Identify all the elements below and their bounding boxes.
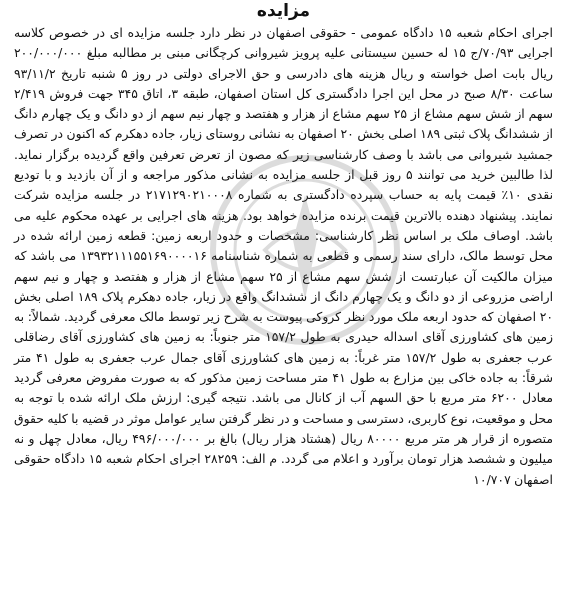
notice-paragraph: اجرای احکام شعبه ۱۵ دادگاه عمومی - حقوقی اصفهان در نظر دارد جلسه مزایده ای در خصوص کلاسه اجرایی ۷۰/۹۳/ج ۱۵ له حسین سیستانی علیه پرویز شیروانی کرچگانی مبنی بر مطالبه مبلغ ۲۰۰/۰۰۰/۰۰۰ ریال بابت اصل خواسته و ریال هزینه های دادرسی و حق الاجرای دولتی در روز ۵ شنبه تاریخ ۹۳/۱۱/۲ ساعت ۸/۳۰ صبح در محل این اجرا دادگستری کل استان اصفهان، طبقه ۳، اتاق ۳۴۵ جهت فروش ۲/۴۱۹ سهم از شش سهم مشاع از ۲۵ سهم مشاع از هزار و هفتصد و چهار نیم سهم از دو دانگ و یک چهارم دانگ از ششدانگ پلاک ثبتی ۱۸۹ اصلی بخش ۲۰ اصفهان به نشانی روستای زیار، جاده دهکرم که اکنون در تصرف جمشید شیروانی می باشد با وصف کارشناسی زیر که مصون از تعرض تعرفین واقع گردیده برگزار نماید. لذا طالبین خرید می توانند ۵ روز قبل از جلسه مزایده به نشانی مذکور مراجعه و از آن بازدید و با تودیع نقدی ۱۰٪ قیمت پایه به حساب سپرده دادگستری به شماره ۲۱۷۱۲۹۰۲۱۰۰۰۸ در جلسه مزایده شرکت نمایند. پیشنهاد دهنده بالاترین قیمت برنده مزایده خواهد بود. هزینه های اجرایی بر عهده محکوم علیه می باشد. — [14, 25, 554, 243]
notice-title: مزایده — [256, 1, 311, 21]
notice-body — [14, 23, 553, 490]
notice-paragraph: اوصاف ملک بر اساس نظر کارشناسی: مشخصات و حدود اربعه زمین: قطعه زمین ارائه شده در محل توسط مالک، دارای سند رسمی و قطعی به شماره شناسنامه ۱۳۹۳۲۱۱۱۵۵۱۶۹۰۰۰۰۱۶ می باشد که میزان مالکیت آن عبارتست از شش سهم مشاع از ۲۵ سهم مشاع از هزار و هفتصد و چهار و نیم سهم اراضی مزروعی از دو دانگ و یک چهارم دانگ از ششدانگ واقع در زیار، جاده دهکرم پلاک ۱۸۹ اصلی بخش ۲۰ اصفهان که حدود اربعه ملک مورد نظر کروکی پیوست به شرح زیر توسط مالک معرفی گردید. شمالاً: به زمین های کشاورزی آقای اسداله حیدری به طول ۱۵۷/۲ متر جنوباً: به زمین های کشاورزی آقای رضاقلی عرب جعفری به طول ۱۵۷/۲ متر غرباً: به زمین های کشاورزی آقای جمال عرب جعفری به طول ۴۱ متر شرقاً: به جاده خاکی بین مزارع به طول ۴۱ متر مساحت زمین مذکور که به صورت مفروض معرفی گردید معادل ۶۲۰۰ متر مربع با حق السهم آب از کانال می باشد. نتیجه گیری: ارزش ملک ارائه شده با توجه به محل و موقعیت، نوع کاربری، دسترسی و مساحت و در نظر گرفتن سایر عوامل موثر در قضیه با کلیه حقوق متصوره از قرار هر متر مربع ۸۰۰۰۰ ریال (هشتاد هزار ریال) بالغ بر ۴۹۶/۰۰۰/۰۰۰ ریال، معادل چهل و نه میلیون و ششصد هزار تومان برآورد و اعلام می گردد. م الف: ۲۸۲۵۹ اجرای احکام شعبه ۱۵ دادگاه حقوقی اصفهان ۱۰/۷۰۷ — [14, 227, 554, 487]
